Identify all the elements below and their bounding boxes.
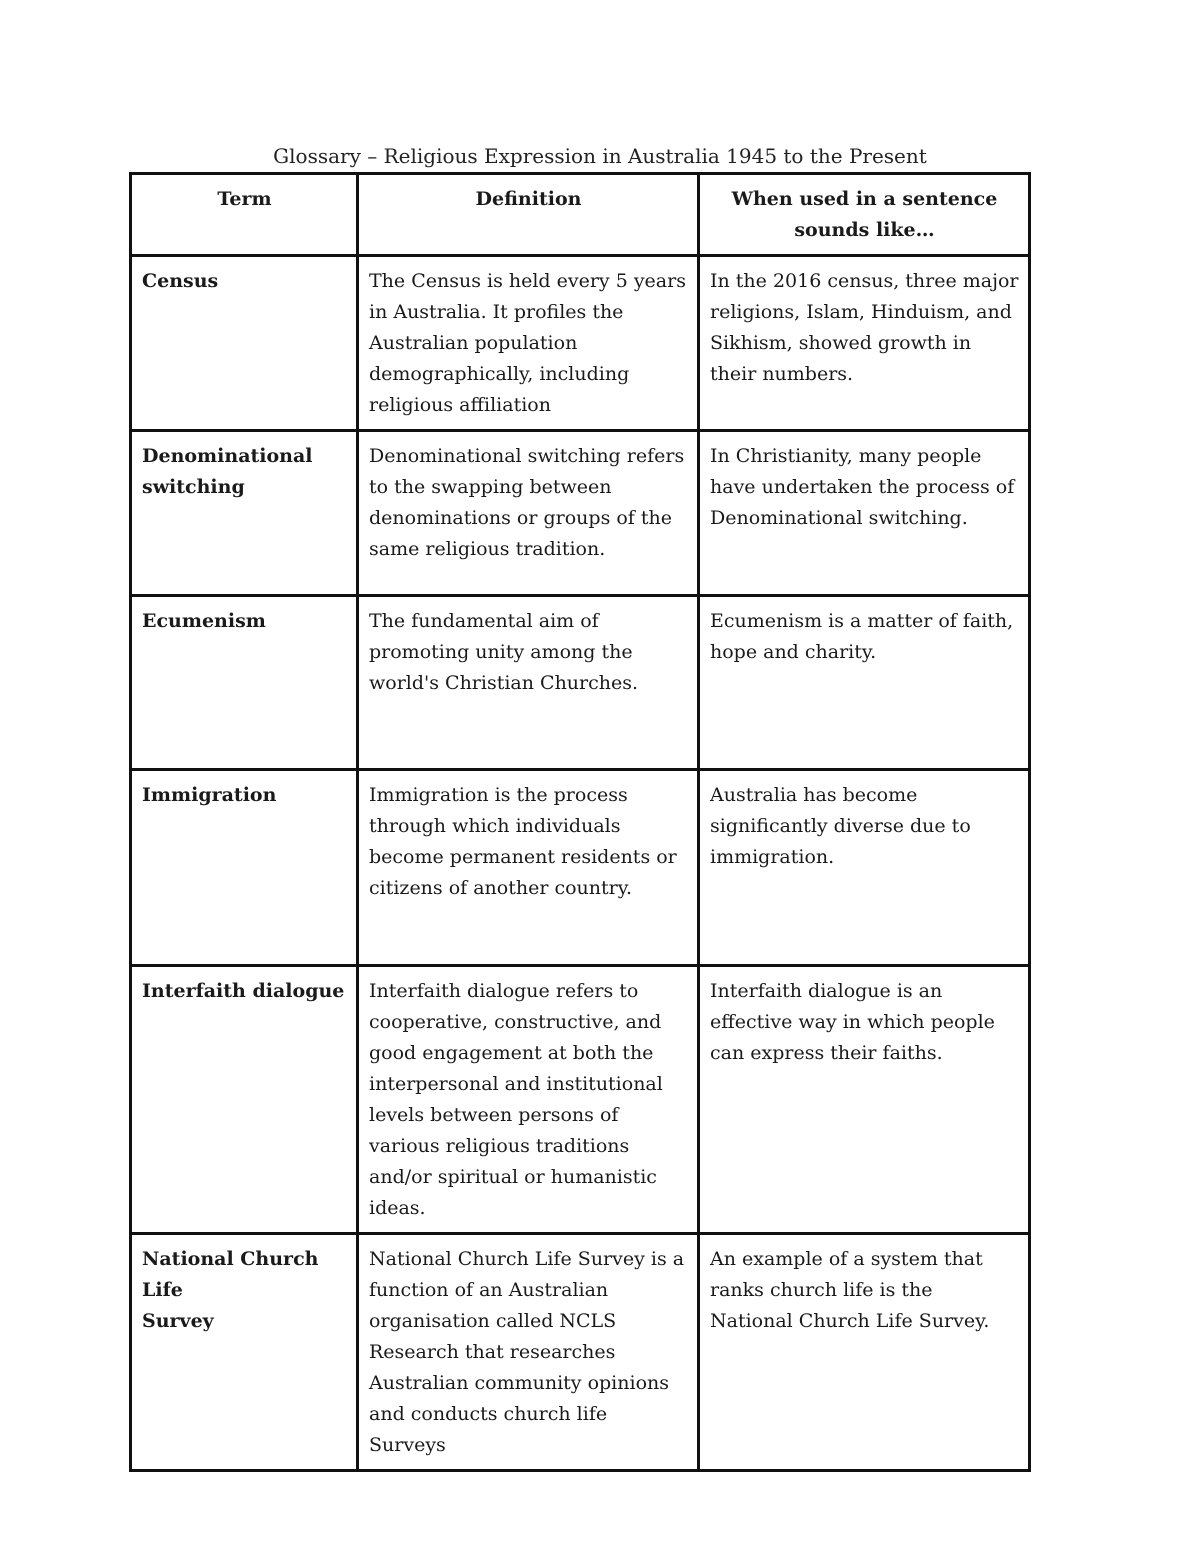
- definition-cell: The Census is held every 5 years in Australia. It profiles the Australian population demographically, including religious affiliation: [358, 256, 699, 431]
- table-row: [131, 256, 1030, 431]
- header-term: Term: [131, 174, 358, 256]
- term-cell: Census: [131, 256, 358, 431]
- example-cell: Ecumenism is a matter of faith, hope and charity.: [699, 596, 1030, 770]
- header-example: [699, 174, 1030, 256]
- term-line: National Church Life: [142, 1248, 319, 1301]
- definition-cell: Denominational switching refers to the swapping between denominations or groups of the same religious tradition.: [358, 431, 699, 596]
- table-row: [131, 596, 1030, 770]
- definition-cell: Immigration is the process through which individuals become permanent residents or citizens of another country.: [358, 770, 699, 966]
- document-title: Glossary – Religious Expression in Australia 1945 to the Present: [273, 144, 927, 168]
- glossary-table: [129, 172, 1031, 1472]
- definition-cell: Interfaith dialogue refers to cooperative, constructive, and good engagement at both the interpersonal and institutional levels between persons of various religious traditions and/or spiritual or humanistic ideas.: [358, 966, 699, 1234]
- term-cell: Immigration: [131, 770, 358, 966]
- table-row: [131, 966, 1030, 1234]
- example-cell: In the 2016 census, three major religions, Islam, Hinduism, and Sikhism, showed growth in their numbers.: [699, 256, 1030, 431]
- term-cell: [131, 1234, 358, 1471]
- example-cell: Australia has become significantly diverse due to immigration.: [699, 770, 1030, 966]
- term-cell: Denominational switching: [131, 431, 358, 596]
- header-definition: Definition: [358, 174, 699, 256]
- definition-cell: The fundamental aim of promoting unity among the world's Christian Churches.: [358, 596, 699, 770]
- term-cell: Ecumenism: [131, 596, 358, 770]
- term-cell: Interfaith dialogue: [131, 966, 358, 1234]
- term-line: Survey: [142, 1310, 214, 1332]
- table-row: [131, 770, 1030, 966]
- table-row: [131, 1234, 1030, 1471]
- example-cell: An example of a system that ranks church life is the National Church Life Survey.: [699, 1234, 1030, 1471]
- definition-cell: National Church Life Survey is a function of an Australian organisation called NCLS Research that researches Australian community opinions and conducts church life Surveys: [358, 1234, 699, 1471]
- example-cell: In Christianity, many people have undertaken the process of Denominational switching.: [699, 431, 1030, 596]
- example-cell: Interfaith dialogue is an effective way in which people can express their faiths.: [699, 966, 1030, 1234]
- table-row: [131, 431, 1030, 596]
- header-example-line1: When used in a sentence: [731, 188, 998, 210]
- table-header-row: [131, 174, 1030, 256]
- header-example-line2: sounds like…: [794, 219, 935, 241]
